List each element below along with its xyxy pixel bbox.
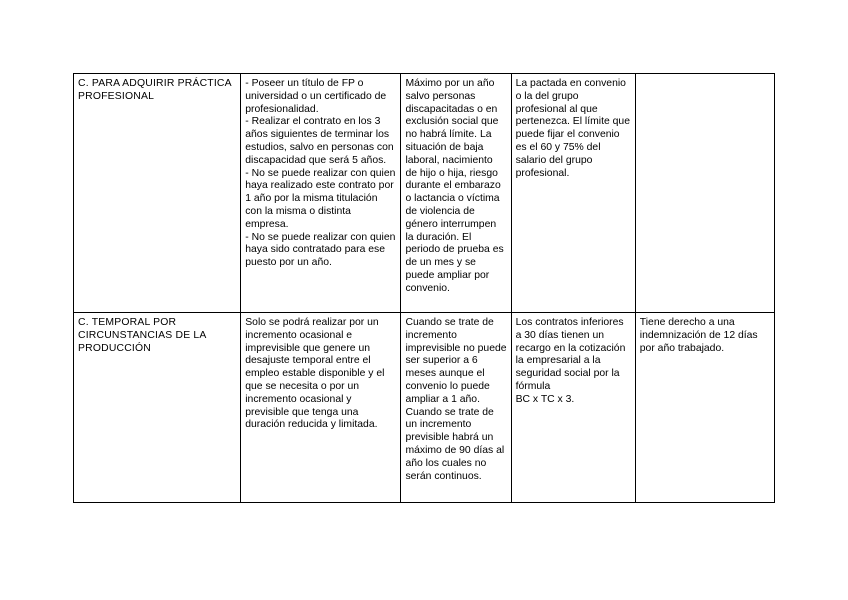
duration-text: Cuando se trate de incremento imprevisible no puede ser superior a 6 meses aunque el convenio lo puede ampliar a 1 año. Cuando se trate de un incremento previsible habrá un máximo de 90 días al año los cuales no serán continuos. [405, 317, 510, 482]
contract-type-label: C. TEMPORAL POR CIRCUNSTANCIAS DE LA PRODUCCIÓN [78, 317, 210, 354]
requirements-text: Solo se podrá realizar por un incremento ocasional e imprevisible que genere un desajuste temporal entre el empleo estable disponible y el que se necesita o por un incremento ocasional y previsible que tenga una duración reducida y limitada. [245, 317, 388, 431]
cell-contract-type [74, 313, 241, 503]
cell-pay [511, 74, 635, 313]
contracts-table [73, 73, 775, 503]
cell-requirements [241, 74, 401, 313]
table-row-circunstancias-produccion [74, 313, 775, 503]
cell-termination [635, 74, 774, 313]
cell-pay [511, 313, 635, 503]
duration-text: Máximo por un año salvo personas discapacitadas o en exclusión social que no habrá límite. La situación de baja laboral, nacimiento de hijo o hija, riesgo durante el embarazo o lactancia o víctima de violencia de género interrumpen la duración. El periodo de prueba es de un mes y se puede ampliar por convenio. [405, 78, 507, 294]
cell-requirements [241, 313, 401, 503]
cell-termination [635, 313, 774, 503]
pay-text: La pactada en convenio o la del grupo profesional al que pertenezca. El límite que puede fijar el convenio es el 60 y 75% del salario del grupo profesional. [515, 78, 633, 179]
requirements-text: - Poseer un título de FP o universidad o un certificado de profesionalidad. - Realizar el contrato en los 3 años siguientes de terminar los estudios, salvo en personas con discapacidad que será 5 años. - No se puede realizar con quien haya realizado este contrato por 1 año por la misma titulación con la misma o distinta empresa. - No se puede realizar con quien haya sido contratado para ese puesto por un año. [245, 78, 396, 269]
contract-type-label: C. PARA ADQUIRIR PRÁCTICA PROFESIONAL [78, 78, 235, 102]
cell-duration [401, 74, 511, 313]
cell-duration [401, 313, 511, 503]
table-row-practica-profesional [74, 74, 775, 313]
pay-text: Los contratos inferiores a 30 días tienen un recargo en la cotización la empresarial a la seguridad social por la fórmula BC x TC x 3. [515, 317, 626, 405]
termination-text: Tiene derecho a una indemnización de 12 días por año trabajado. [639, 317, 761, 354]
cell-contract-type [74, 74, 241, 313]
